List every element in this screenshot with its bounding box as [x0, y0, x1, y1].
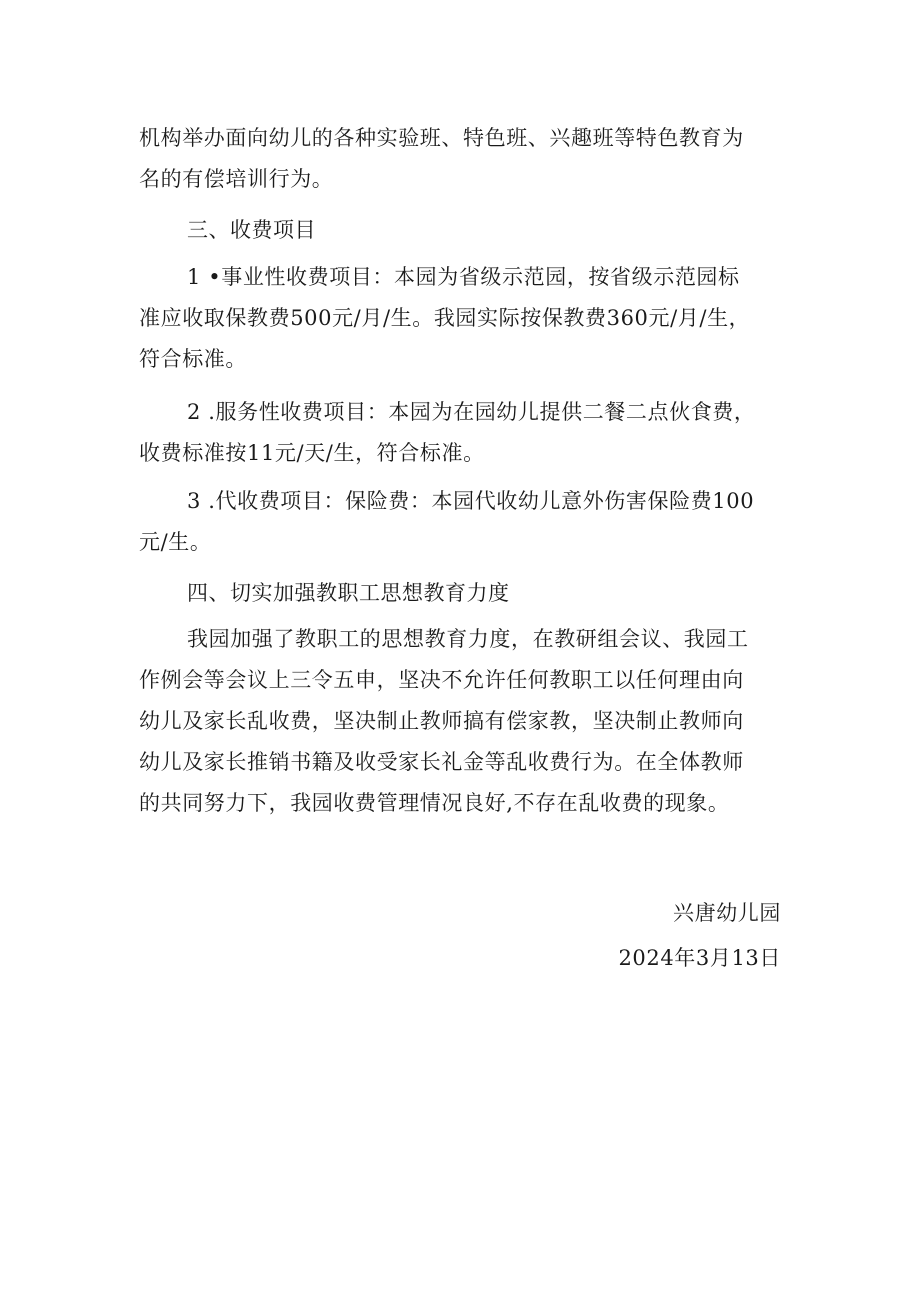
text-line: 作例会等会议上三令五申，坚决不允许任何教职工以任何理由向	[139, 668, 744, 692]
text-line: 我园加强了教职工的思想教育力度，在教研组会议、我园工	[187, 627, 749, 651]
text-line: 2 .服务性收费项目：本园为在园幼儿提供二餐二点伙食费，	[187, 400, 756, 424]
fee-item-1	[139, 257, 789, 380]
intro-paragraph	[139, 118, 789, 200]
section-heading-fees: 三、收费项目	[187, 218, 316, 242]
text-line: 幼儿及家长推销书籍及收受家长礼金等乱收费行为。在全体教师	[139, 750, 744, 774]
text-line: 3 .代收费项目：保险费：本园代收幼儿意外伤害保险费100	[187, 489, 755, 513]
text-line: 元/生。	[139, 530, 212, 554]
text-line: 的共同努力下，我园收费管理情况良好,不存在乱收费的现象。	[139, 791, 730, 815]
text-line: 名的有偿培训行为。	[139, 167, 334, 191]
text-line: 符合标准。	[139, 347, 247, 371]
text-line: 幼儿及家长乱收费，坚决制止教师搞有偿家教，坚决制止教师向	[139, 709, 744, 733]
section-heading-staff-education: 四、切实加强教职工思想教育力度	[187, 581, 510, 605]
text-line: 机构举办面向幼儿的各种实验班、特色班、兴趣班等特色教育为	[139, 126, 744, 150]
signature-date: 2024年3月13日	[618, 946, 781, 970]
text-line: 1 •事业性收费项目：本园为省级示范园，按省级示范园标	[187, 265, 740, 289]
fee-item-2	[139, 392, 789, 474]
text-line: 收费标准按11元/天/生，符合标准。	[139, 441, 485, 465]
text-line: 准应收取保教费500元/月/生。我园实际按保教费360元/月/生，	[139, 306, 751, 330]
fee-item-3	[139, 481, 789, 563]
signature-org: 兴唐幼儿园	[673, 901, 781, 925]
staff-education-paragraph	[139, 619, 789, 824]
